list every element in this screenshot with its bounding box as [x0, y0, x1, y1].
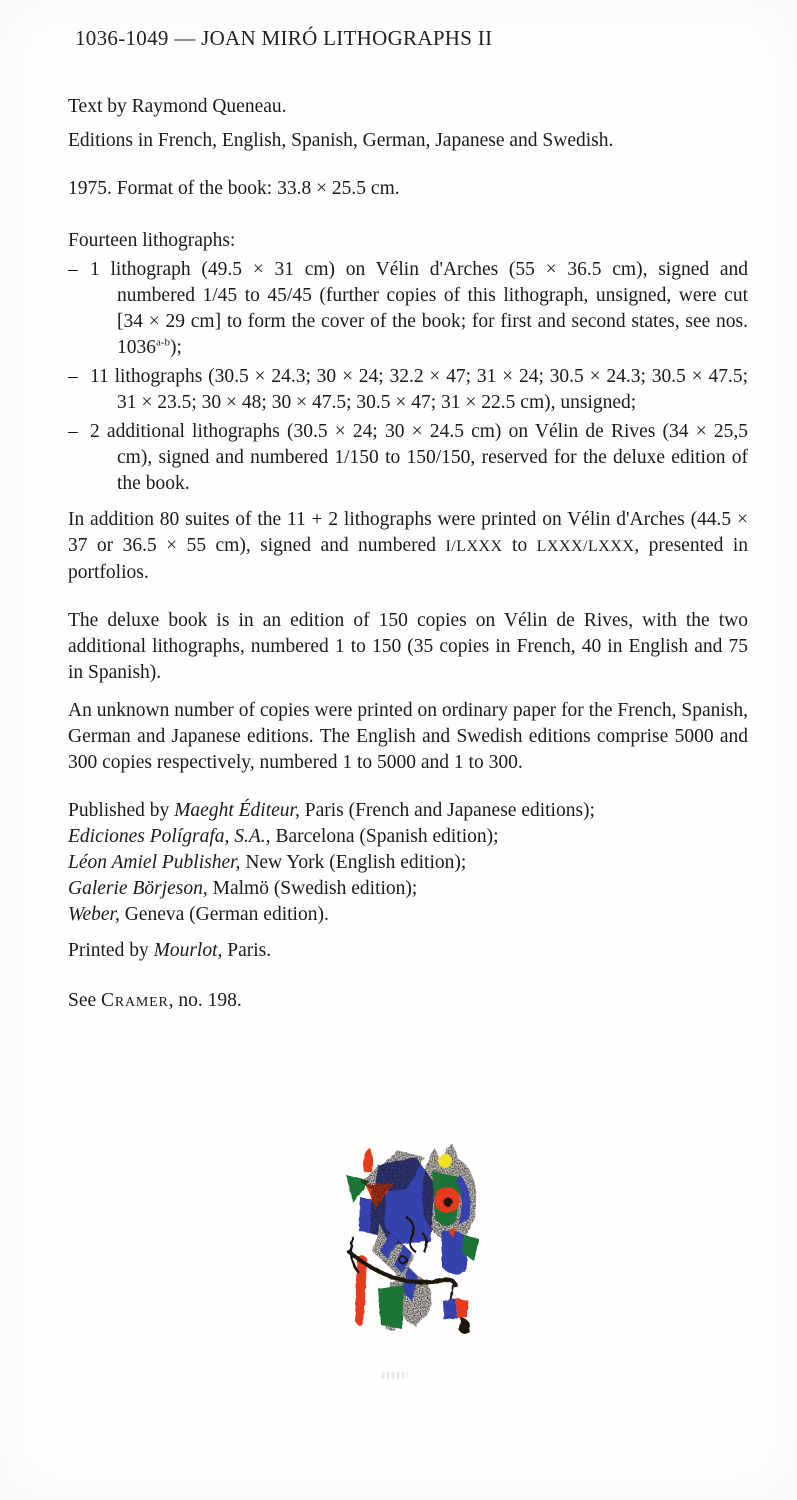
list-item	[68, 419, 748, 497]
publisher-name: Ediciones Polígrafa, S.A.,	[68, 826, 271, 847]
publisher-line	[68, 902, 748, 928]
list-item	[68, 364, 748, 416]
deluxe-paragraph: The deluxe book is in an edition of 150 copies on Vélin de Rives, with the two additional lithographs, numbered 1 to 150 (35 copies in French, 40 in English and 75 in Spanish).	[68, 610, 748, 683]
miro-lithograph-artwork	[344, 1139, 480, 1365]
states-superscript: a-b	[156, 336, 171, 349]
publisher-name: Léon Amiel Publisher,	[68, 852, 241, 873]
green-bottom-patch	[378, 1285, 404, 1329]
list-item-text: 11 lithographs (30.5 × 24.3; 30 × 24; 32.2 × 47; 31 × 24; 30.5 × 24.3; 30.5 × 47.5; 31 × 23.5; 30 × 48; 30 × 47.5; 30.5 × 47; 31 × 22.5 cm), unsigned;	[90, 366, 748, 413]
lithographs-heading: Fourteen lithographs:	[68, 230, 236, 251]
published-by-prefix: Published by	[68, 800, 175, 821]
pennant	[443, 1298, 470, 1334]
entry-body	[68, 94, 748, 1014]
eye-pupil	[444, 1198, 453, 1207]
publisher-name: Maeght Éditeur,	[174, 800, 300, 821]
suites-text: , presented in portfolios.	[68, 535, 748, 583]
reference-prefix: See	[68, 990, 102, 1011]
cramer-reference	[68, 988, 748, 1014]
reference-number: , no. 198.	[168, 990, 242, 1011]
editions-line: Editions in French, English, Spanish, German, Japanese and Swedish.	[68, 130, 614, 151]
publishers-block	[68, 798, 748, 928]
printer-detail: Paris.	[222, 940, 272, 961]
publisher-detail: Malmö (Swedish edition);	[207, 878, 418, 899]
list-item-text: 1 lithograph (49.5 × 31 cm) on Vélin d'Arches (55 × 36.5 cm), signed and numbered 1/45 to 45/45 (further copies of this lithograph, unsigned, were cut [34 × 29 cm] to form the cover of the book; for first and second states, see nos. 1036	[90, 259, 748, 358]
publisher-name: Galerie Börjeson,	[68, 878, 208, 899]
red-horn	[363, 1148, 373, 1172]
publisher-line	[68, 798, 748, 824]
cramer-name: Cramer	[101, 990, 169, 1011]
printer-name: Mourlot,	[153, 940, 223, 961]
text-by-line: Text by Raymond Queneau.	[68, 96, 287, 117]
publisher-line	[68, 824, 748, 850]
publisher-line	[68, 850, 748, 876]
dash-bullet: –	[68, 259, 78, 280]
printed-by-prefix: Printed by	[68, 940, 154, 961]
faint-plate-mark	[382, 1372, 408, 1379]
list-item-tail: );	[170, 337, 182, 358]
publisher-line	[68, 876, 748, 902]
publisher-name: Weber,	[68, 904, 120, 925]
publisher-detail: New York (English edition);	[240, 852, 467, 873]
pennant-hook	[458, 1317, 470, 1334]
dash-bullet: –	[68, 366, 78, 387]
page-title: 1036-1049 — JOAN MIRÓ LITHOGRAPHS II	[75, 26, 493, 50]
publisher-detail: Geneva (German edition).	[119, 904, 329, 925]
publisher-detail: Paris (French and Japanese editions);	[299, 800, 595, 821]
lithographs-list	[68, 257, 748, 497]
numbering-caps: I/LXXX	[445, 538, 503, 555]
format-line: 1975. Format of the book: 33.8 × 25.5 cm.	[68, 178, 400, 199]
printer-line	[68, 938, 748, 964]
numbering-caps: LXXX/LXXX	[536, 538, 635, 555]
yellow-spot	[438, 1154, 452, 1168]
suites-paragraph	[68, 507, 748, 586]
list-item	[68, 257, 748, 361]
publisher-detail: Barcelona (Spanish edition);	[270, 826, 499, 847]
dash-bullet: –	[68, 421, 78, 442]
list-item-text: 2 additional lithographs (30.5 × 24; 30 × 24.5 cm) on Vélin de Rives (34 × 25,5 cm), signed and numbered 1/150 to 150/150, reserved for the deluxe edition of the book.	[90, 421, 748, 494]
suites-text: In addition 80 suites of the 11 + 2 lithographs were printed on Vélin d'Arches (44.5 × 37 or 36.5 × 55 cm), signed and numbered	[68, 509, 748, 556]
ordinary-paper-paragraph: An unknown number of copies were printed on ordinary paper for the French, Spanish, German and Japanese editions. The English and Swedish editions comprise 5000 and 300 copies respectively, numbered 1 to 5000 and 1 to 300.	[68, 700, 748, 773]
suites-text: to	[502, 535, 537, 556]
